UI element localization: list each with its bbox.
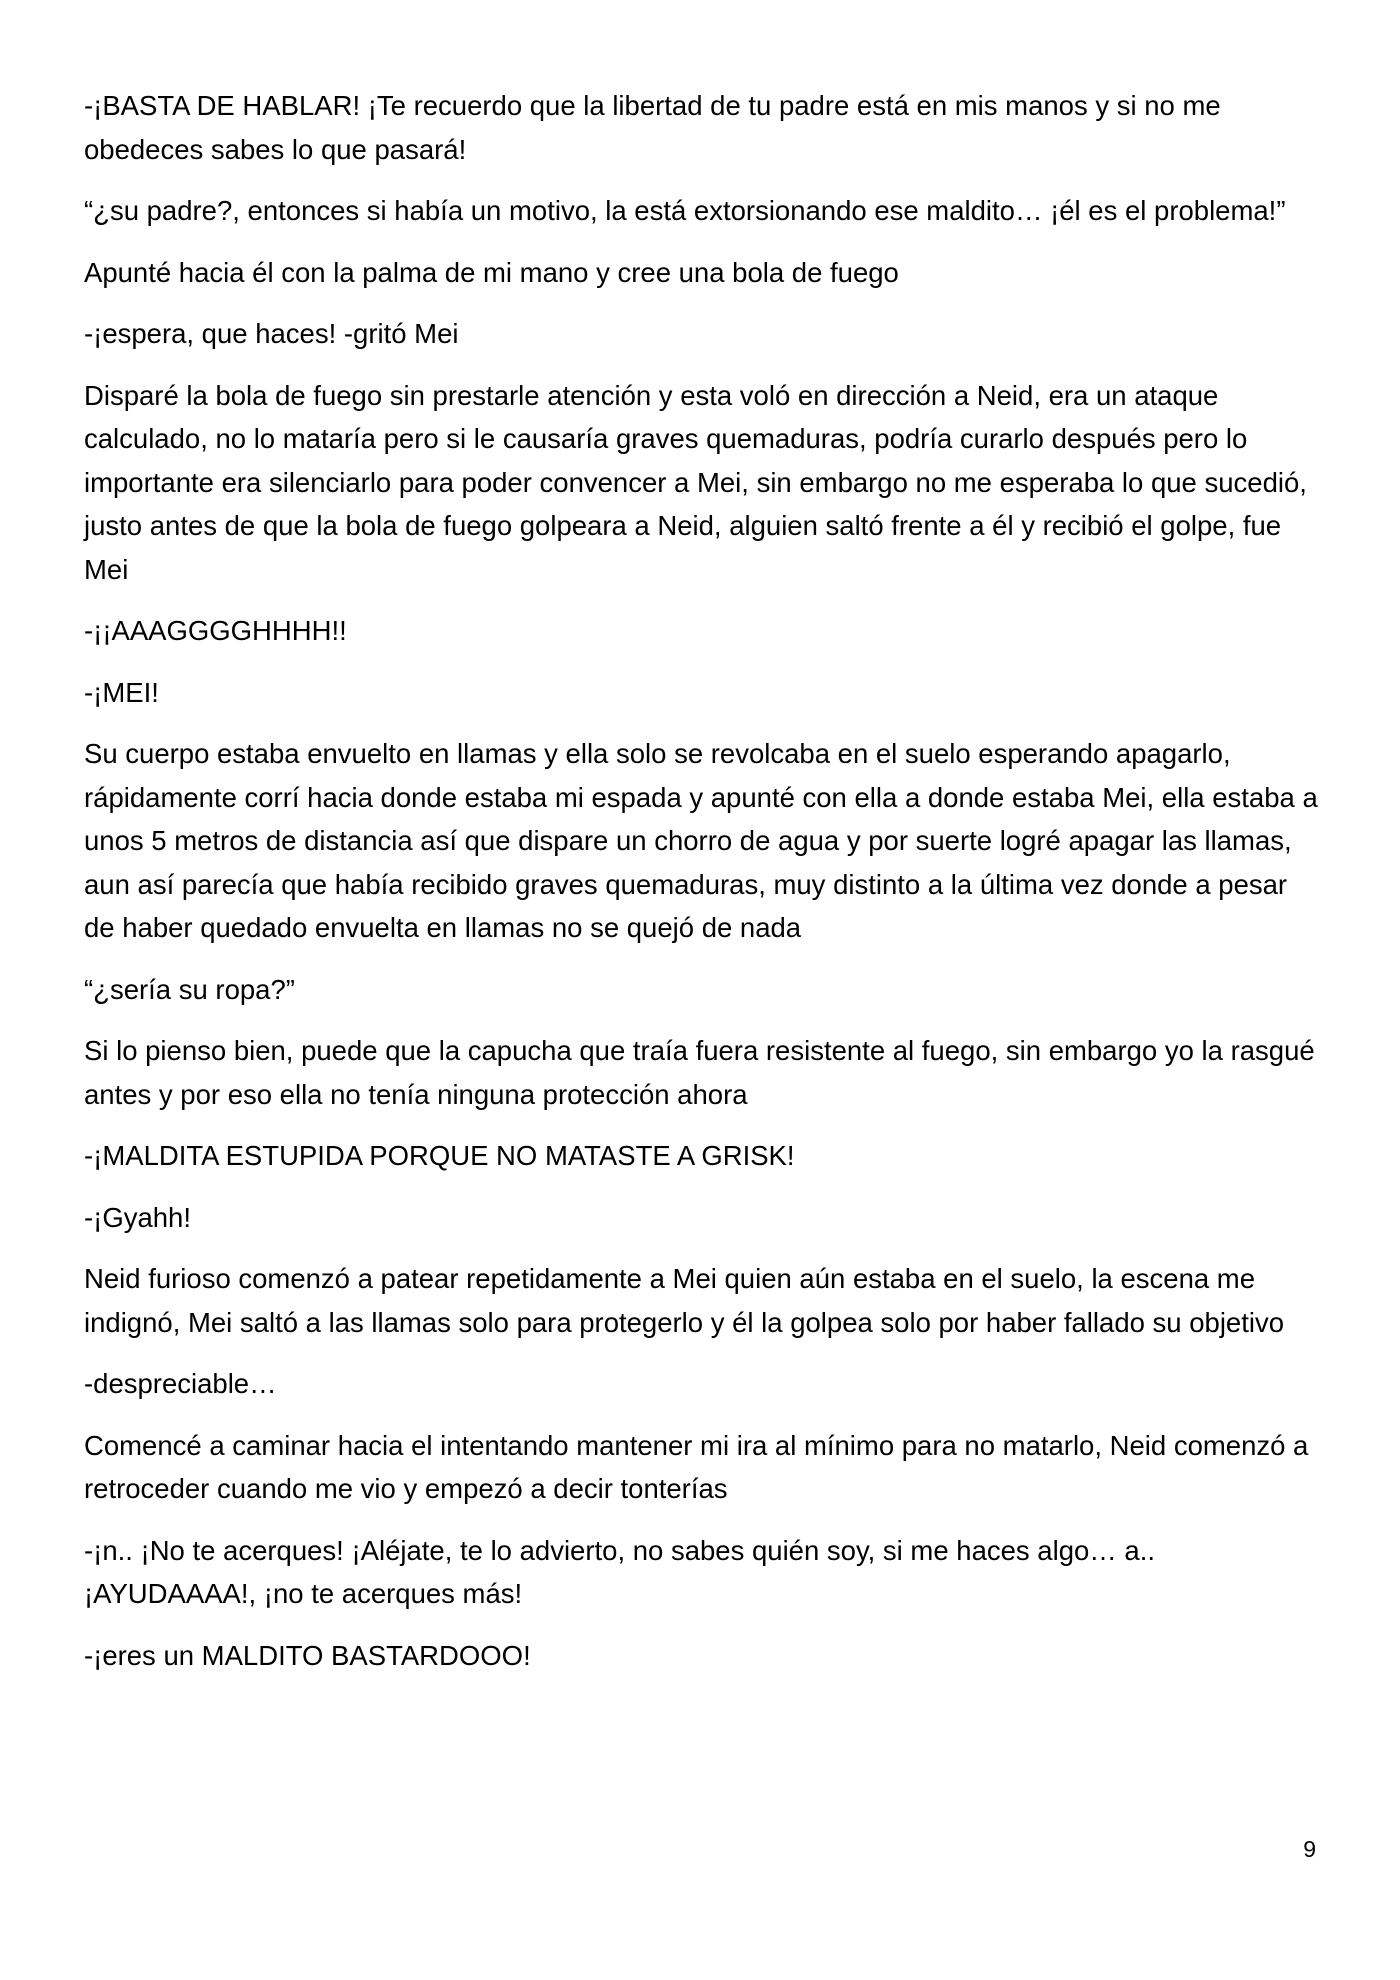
paragraph: Comencé a caminar hacia el intentando mantener mi ira al mínimo para no matarlo, Neid comenzó a retroceder cuando me vio y empezó a decir tonterías <box>84 1429 1309 1504</box>
paragraph: “¿su padre?, entonces si había un motivo, la está extorsionando ese maldito… ¡él es el problema!” <box>84 195 1286 226</box>
paragraph: Su cuerpo estaba envuelto en llamas y ella solo se revolcaba en el suelo esperando apagarlo, rápidamente corrí hacia donde estaba mi espada y apunté con ella a donde estaba Mei, ella estaba a unos 5 metros de distancia así que dispare un chorro de agua y por suerte logré apagar las llamas, aun así parecía que había recibido graves quemaduras, muy distinto a la última vez donde a pesar de haber quedado envuelta en llamas no se quejó de nada <box>84 738 1318 943</box>
paragraph: “¿sería su ropa?” <box>84 973 295 1005</box>
document-body <box>84 84 1320 1695</box>
paragraph: -¡MEI! <box>84 676 159 708</box>
paragraph: -¡Gyahh! <box>84 1201 191 1233</box>
page-number: 9 <box>1303 1836 1316 1862</box>
paragraph: -¡MALDITA ESTUPIDA PORQUE NO MATASTE A GRISK! <box>84 1140 795 1171</box>
paragraph: Si lo pienso bien, puede que la capucha que traía fuera resistente al fuego, sin embargo yo la rasgué antes y por eso ella no tenía ninguna protección ahora <box>84 1035 1315 1110</box>
paragraph: -despreciable… <box>84 1368 277 1399</box>
paragraph: -¡eres un MALDITO BASTARDOOO! <box>84 1639 531 1671</box>
paragraph: Neid furioso comenzó a patear repetidamente a Mei quien aún estaba en el suelo, la escena me indignó, Mei saltó a las llamas solo para protegerlo y él la golpea solo por haber fallado su objetivo <box>84 1263 1285 1338</box>
paragraph: Disparé la bola de fuego sin prestarle atención y esta voló en dirección a Neid, era un ataque calculado, no lo mataría pero si le causaría graves quemaduras, podría curarlo después pero lo importante era silenciarlo para poder convencer a Mei, sin embargo no me esperaba lo que sucedió, justo antes de que la bola de fuego golpeara a Neid, alguien saltó frente a él y recibió el golpe, fue Mei <box>84 379 1307 585</box>
paragraph: Apunté hacia él con la palma de mi mano y cree una bola de fuego <box>84 256 899 288</box>
paragraph: -¡n.. ¡No te acerques! ¡Aléjate, te lo advierto, no sabes quién soy, si me haces algo… a.. ¡AYUDAAAA!, ¡no te acerques más! <box>84 1534 1156 1609</box>
paragraph: -¡BASTA DE HABLAR! ¡Te recuerdo que la libertad de tu padre está en mis manos y si no me obedeces sabes lo que pasará! <box>84 90 1221 165</box>
paragraph: -¡espera, que haces! -gritó Mei <box>84 318 459 349</box>
paragraph: -¡¡AAAGGGGHHHH!! <box>84 615 347 646</box>
